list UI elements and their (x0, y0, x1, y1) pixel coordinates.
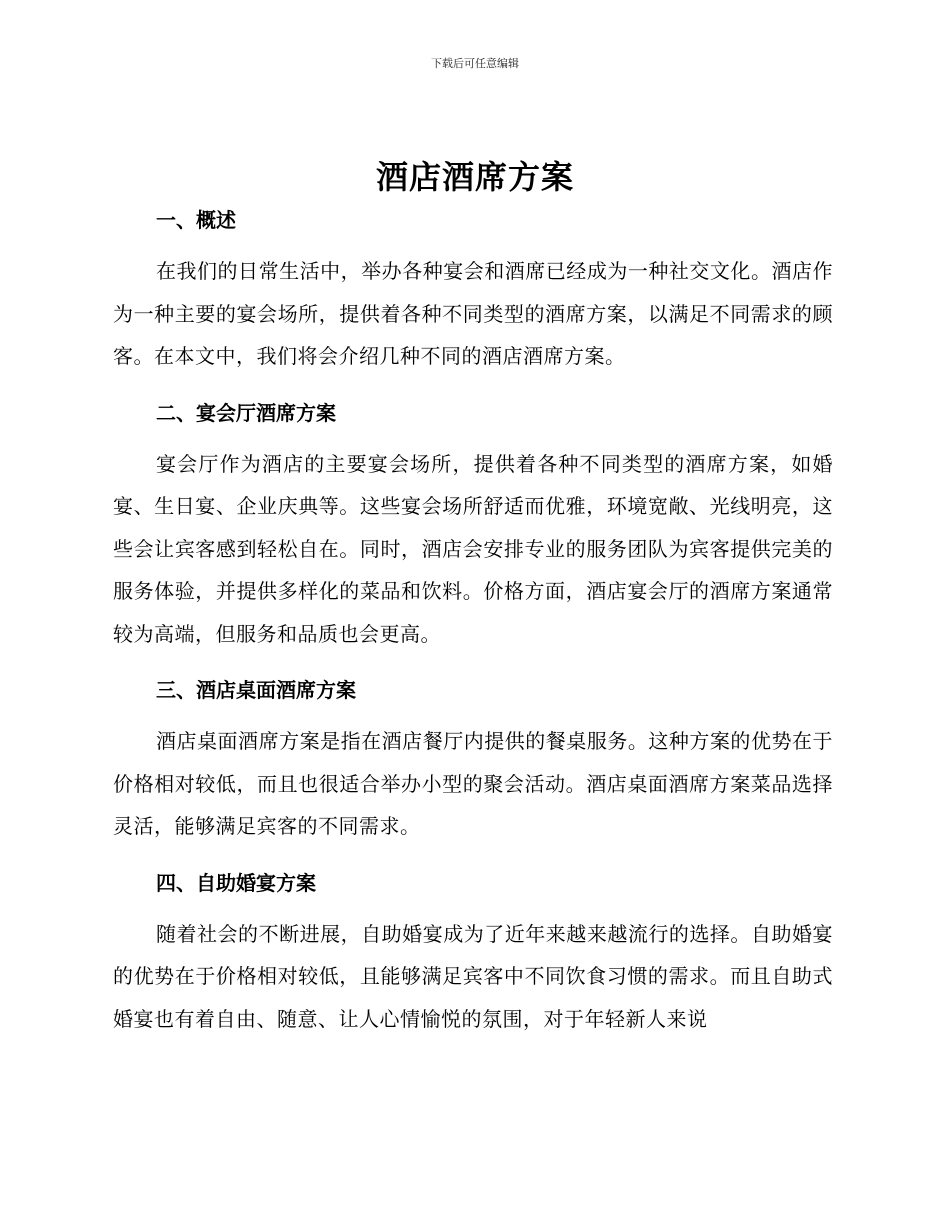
section-paragraph-overview: 在我们的日常生活中，举办各种宴会和酒席已经成为一种社交文化。酒店作为一种主要的宴会场所，提供着各种不同类型的酒席方案，以满足不同需求的顾客。在本文中，我们将会介绍几种不同的酒店酒席方案。 (113, 259, 833, 368)
section-paragraph-table-service: 酒店桌面酒席方案是指在酒店餐厅内提供的餐桌服务。这种方案的优势在于价格相对较低，而且也很适合举办小型的聚会活动。酒店桌面酒席方案菜品选择灵活，能够满足宾客的不同需求。 (113, 729, 833, 838)
section-heading-buffet-wedding: 四、自助婚宴方案 (156, 870, 316, 895)
document-title: 酒店酒席方案 (375, 158, 574, 196)
section-heading-banquet-hall: 二、宴会厅酒席方案 (156, 400, 336, 425)
section-paragraph-buffet-wedding: 随着社会的不断进展，自助婚宴成为了近年来越来越流行的选择。自助婚宴的优势在于价格相对较低，且能够满足宾客中不同饮食习惯的需求。而且自助式婚宴也有着自由、随意、让人心情愉悦的氛围，对于年轻新人来说 (113, 921, 833, 1031)
section-heading-table-service: 三、酒店桌面酒席方案 (156, 678, 356, 702)
header-note: 下载后可任意编辑 (431, 57, 519, 70)
section-paragraph-banquet-hall: 宴会厅作为酒店的主要宴会场所，提供着各种不同类型的酒席方案，如婚宴、生日宴、企业庆典等。这些宴会场所舒适而优雅，环境宽敞、光线明亮，这些会让宾客感到轻松自在。同时，酒店会安排专业的服务团队为宾客提供完美的服务体验，并提供多样化的菜品和饮料。价格方面，酒店宴会厅的酒席方案通常较为高端，但服务和品质也会更高。 (113, 451, 833, 646)
section-heading-overview: 一、概述 (156, 208, 236, 232)
document-body (113, 200, 833, 1055)
